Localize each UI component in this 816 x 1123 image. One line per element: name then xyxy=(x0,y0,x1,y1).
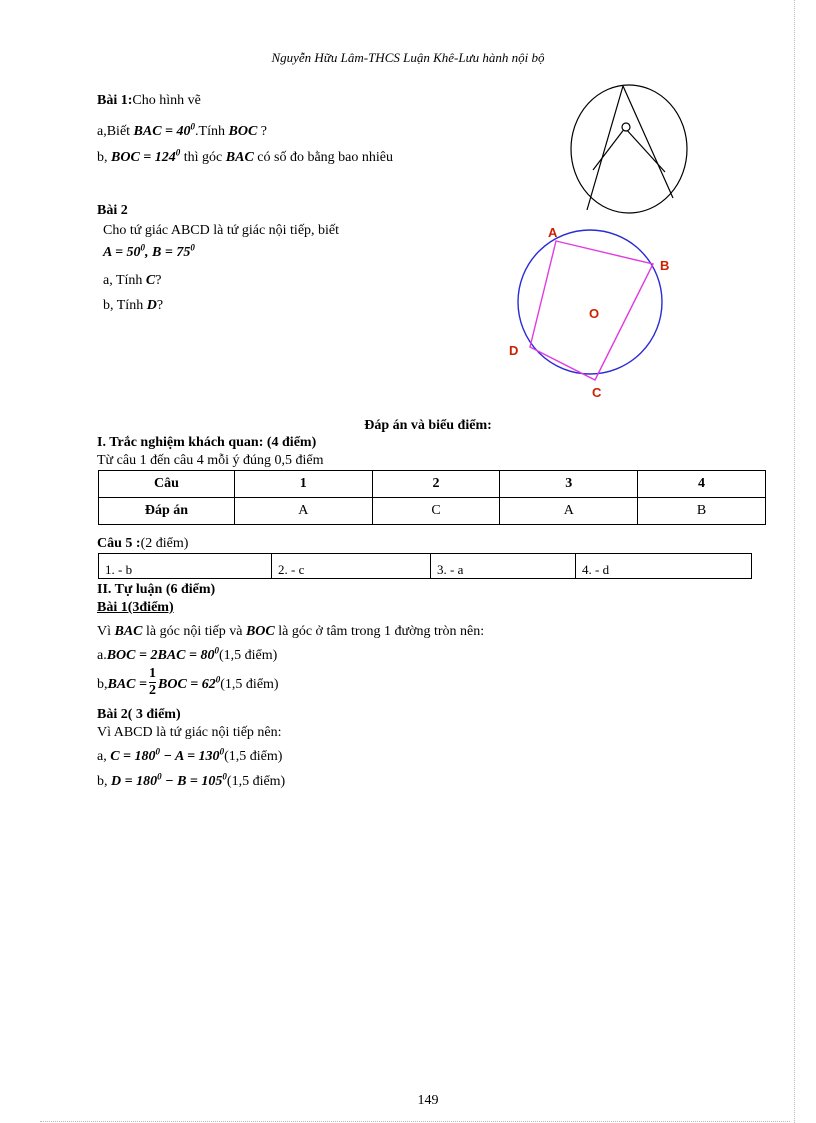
table-cell: Câu xyxy=(99,471,235,498)
page-bottom-line xyxy=(40,1121,790,1122)
answer-table xyxy=(98,470,766,525)
cau5-table xyxy=(98,553,752,579)
figure2-label-d: D xyxy=(509,343,519,358)
table-cell: 1. - b xyxy=(99,554,272,579)
figure1-chord-ac xyxy=(623,86,673,198)
answers-title: Đáp án và biểu điểm: xyxy=(364,418,492,433)
figure2-label-a: A xyxy=(548,225,558,240)
bai2-part-b: b, $D = 180^0 - B = 105^0(1,5$ điểm) xyxy=(97,771,286,789)
page-number: 149 xyxy=(417,1093,439,1108)
section1-heading: I. Trắc nghiệm khách quan: (4 điểm) xyxy=(97,435,317,450)
exercise1-part-a: a,Biết BAC = $40^0.Tính$ BOC ? xyxy=(97,121,268,139)
table-cell: 4. - d xyxy=(576,554,752,579)
bai1-part-a: $a.BOC = 2BAC = 80^0(1,5$ điểm) xyxy=(97,645,278,663)
exercise2-intro: Cho tứ giác ABCD là tứ giác nội tiếp, biết xyxy=(103,223,340,238)
exercise1-part-b: b, BOC = $124^0$ thì góc BAC có số đo bằng bao nhiêu xyxy=(97,147,393,165)
table-cell: C xyxy=(372,498,500,525)
bai1-part-b: b,BAC = $\frac{1}{2}$ BOC = $62^0(1,5$ điểm) xyxy=(97,666,279,698)
table-cell: Đáp án xyxy=(99,498,235,525)
answer-table-header-row xyxy=(99,471,766,498)
bai1-reason: Vì BAC là góc nội tiếp và BOC là góc ở tâm trong 1 đường tròn nên: xyxy=(97,624,485,639)
table-cell: 1 xyxy=(235,471,373,498)
table-cell: 3. - a xyxy=(431,554,576,579)
cau5-heading: Câu 5 :(2 điểm) xyxy=(97,536,189,551)
cau5-row xyxy=(99,554,752,579)
figure1-chord-ab xyxy=(587,86,623,210)
section1-note: Từ câu 1 đến câu 4 mỗi ý đúng 0,5 điểm xyxy=(97,453,324,468)
table-cell: A xyxy=(235,498,373,525)
exercise2-part-a: a, Tính C? xyxy=(103,273,162,288)
bai2-reason: Vì ABCD là tứ giác nội tiếp nên: xyxy=(97,725,282,740)
table-cell: 4 xyxy=(638,471,766,498)
exercise2-title: Bài 2 xyxy=(97,203,128,218)
figure1-center-o xyxy=(622,123,630,131)
bai1-title: Bài 1(3điểm) xyxy=(97,600,174,615)
table-cell: 2 xyxy=(372,471,500,498)
figure2-cyclic-quadrilateral xyxy=(500,222,675,404)
page-edge-line xyxy=(794,0,795,1123)
answer-table-answer-row xyxy=(99,498,766,525)
exercise2-part-b: b, Tính D? xyxy=(103,298,164,313)
table-cell: 3 xyxy=(500,471,638,498)
figure2-label-c: C xyxy=(592,385,602,400)
figure1-circle-angles xyxy=(565,80,695,220)
figure1-circle xyxy=(571,85,687,213)
section2-heading: II. Tự luận (6 điểm) xyxy=(97,582,216,597)
figure2-label-b: B xyxy=(660,258,670,273)
page-header: Nguyễn Hữu Lâm-THCS Luận Khê-Lưu hành nội bộ xyxy=(271,50,545,65)
exercise1-intro: Bài 1:Cho hình vẽ xyxy=(97,93,201,108)
bai2-part-a: a, $C = 180^0 - A = 130^0(1,5$ điểm) xyxy=(97,746,283,764)
bai2-title: Bài 2( 3 điểm) xyxy=(97,707,181,722)
table-cell: 2. - c xyxy=(272,554,431,579)
table-cell: A xyxy=(500,498,638,525)
table-cell: B xyxy=(638,498,766,525)
exercise2-given: $A = 50^0$, $B = 75^0$ xyxy=(103,242,195,260)
figure2-label-o: O xyxy=(589,306,600,321)
